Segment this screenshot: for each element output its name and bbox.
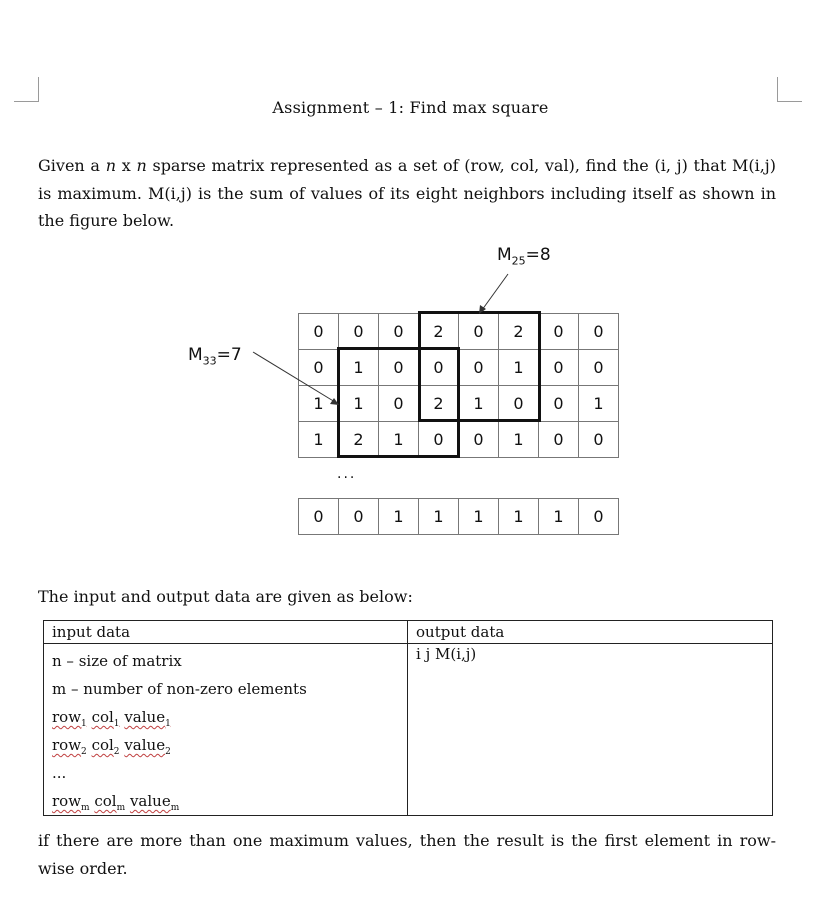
matrix-cell: 0 — [299, 314, 339, 350]
closing-paragraph: if there are more than one maximum values, then the result is the first element in row-wise order. — [38, 831, 776, 878]
matrix-cell: 2 — [499, 314, 539, 350]
matrix-cell: 0 — [419, 350, 459, 386]
input-field-token: value$_m$ — [129, 792, 180, 813]
matrix-cell: 0 — [419, 422, 459, 458]
matrix-cell: 0 — [379, 386, 419, 422]
matrix-cell: 0 — [579, 499, 619, 535]
matrix-cell: 0 — [299, 499, 339, 535]
matrix-cell: 0 — [459, 314, 499, 350]
matrix-cell: 1 — [459, 386, 499, 422]
matrix-cell: 1 — [499, 499, 539, 535]
matrix-cell: 0 — [459, 350, 499, 386]
table-divider-vertical — [407, 621, 408, 815]
io-intro: The input and output data are given as below: — [38, 587, 413, 606]
matrix-cell: 1 — [499, 422, 539, 458]
matrix-cell: 2 — [419, 314, 459, 350]
matrix-cell: 1 — [299, 422, 339, 458]
matrix-cell: 0 — [579, 350, 619, 386]
matrix-cell: 0 — [539, 422, 579, 458]
input-line — [52, 733, 307, 761]
input-field-token: row$_m$ — [52, 792, 90, 813]
input-lines — [52, 649, 307, 817]
input-line — [52, 789, 307, 817]
matrix-cell: 0 — [379, 350, 419, 386]
input-field-token: col$_2$ — [91, 736, 120, 757]
output-line: i j M(i,j) — [416, 645, 477, 663]
input-line — [52, 705, 307, 733]
matrix-cell: 1 — [579, 386, 619, 422]
matrix-cell: 1 — [339, 350, 379, 386]
arrow-m25 — [482, 274, 508, 310]
matrix-cell: 0 — [539, 386, 579, 422]
matrix-cell: 1 — [299, 386, 339, 422]
matrix-cell: 2 — [419, 386, 459, 422]
matrix-cell: 1 — [499, 350, 539, 386]
matrix-cell: 0 — [539, 314, 579, 350]
input-field-token: value$_2$ — [124, 736, 171, 757]
table-divider-horizontal — [44, 643, 772, 644]
matrix-cell: 0 — [499, 386, 539, 422]
arrow-m33-head — [330, 398, 339, 405]
arrow-m33 — [253, 352, 335, 402]
matrix-cell: 1 — [419, 499, 459, 535]
matrix-cell: 0 — [339, 499, 379, 535]
matrix-cell: 0 — [299, 350, 339, 386]
matrix-cell: 0 — [579, 314, 619, 350]
document-title: Assignment – 1: Find max square — [272, 98, 549, 117]
matrix-cell: 1 — [379, 422, 419, 458]
output-header: output data — [416, 623, 505, 641]
io-table — [43, 620, 773, 816]
matrix-cell: 1 — [539, 499, 579, 535]
matrix-cell: 1 — [459, 499, 499, 535]
matrix-cell: 0 — [539, 350, 579, 386]
matrix-cell: 0 — [379, 314, 419, 350]
input-field-token: col$_m$ — [94, 792, 126, 813]
intro-paragraph: Given a n x n sparse matrix represented as a set of (row, col, val), find the (i, j) that M(i,j) is maximum. M(i,j) is the sum of values of its eight neighbors including itself as shown in the figure below. — [38, 156, 777, 230]
matrix-cell: 0 — [579, 422, 619, 458]
matrix-cell: 1 — [339, 386, 379, 422]
matrix-cell: 0 — [459, 422, 499, 458]
matrix-cell: 0 — [339, 314, 379, 350]
input-line: n – size of matrix — [52, 652, 182, 670]
input-line: m – number of non-zero elements — [52, 680, 307, 698]
input-field-token: row$_1$ — [52, 708, 87, 729]
label-m33: $M_{33}=7$ — [188, 345, 242, 368]
input-line: ... — [52, 764, 67, 782]
input-field-token: col$_1$ — [91, 708, 120, 729]
matrix-cell: 1 — [379, 499, 419, 535]
ellipsis-rows: ... — [337, 466, 357, 482]
label-m25: $M_{25}=8$ — [497, 245, 551, 268]
input-header: input data — [52, 623, 131, 641]
input-field-token: value$_1$ — [124, 708, 171, 729]
matrix-cell: 2 — [339, 422, 379, 458]
input-field-token: row$_2$ — [52, 736, 87, 757]
